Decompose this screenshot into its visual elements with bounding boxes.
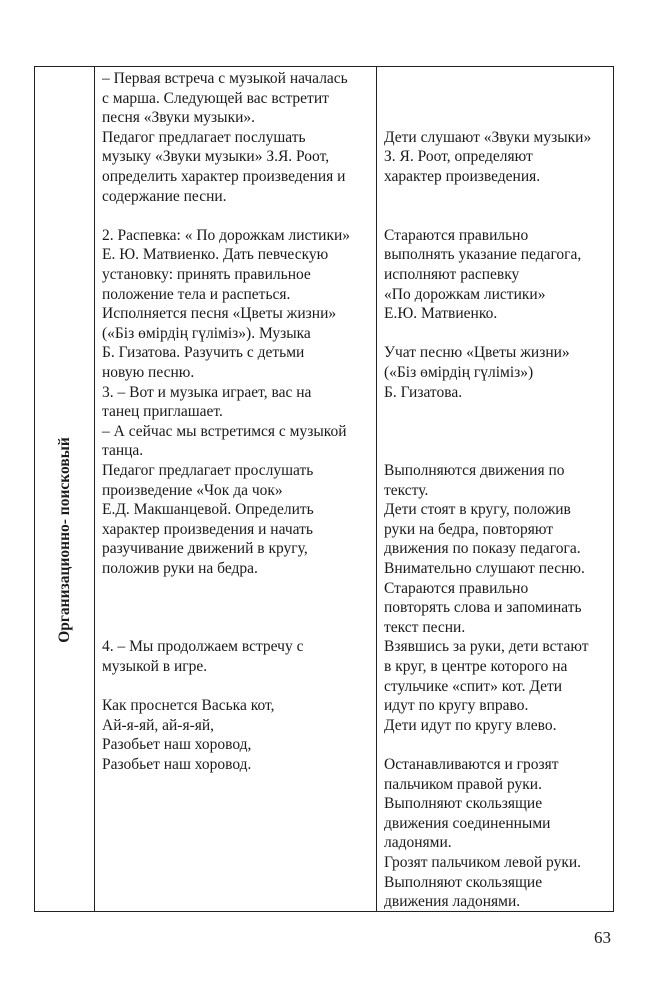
children-text-line: текст песни. (384, 618, 466, 636)
teacher-text-line: Педагог предлагает послушать (102, 128, 306, 146)
teacher-text-line: музыкой в игре. (102, 658, 208, 675)
children-text-line: Грозят пальчиком левой руки. (384, 854, 582, 871)
children-text-line: Дети идут по кругу влево. (384, 716, 557, 734)
teacher-text-line: Е.Д. Макшанцевой. Определить (102, 501, 314, 519)
teacher-text-line: («Біз өмірдің гүліміз»). Музыка (102, 324, 311, 342)
teacher-text-line: характер произведения и начать (102, 520, 313, 538)
children-text-line: идут по кругу вправо. (384, 697, 529, 715)
teacher-text-line: с марша. Следующей вас встретит (102, 89, 329, 107)
children-text-line: исполняют распевку (384, 266, 520, 283)
teacher-text-line: 2. Распевка: « По дорожкам листики» (102, 226, 351, 244)
teacher-text-line: определить характер произведения и (102, 168, 346, 185)
column-divider (94, 67, 95, 911)
children-text-line: Дети стоят в кругу, положив (384, 501, 571, 519)
children-text-line: стульчике «спит» кот. Дети (384, 677, 563, 695)
teacher-text-line: Е. Ю. Матвиенко. Дать певческую (102, 246, 329, 264)
children-text-line: З. Я. Роот, определяют (384, 148, 533, 166)
teacher-text-line: разучивание движений в кругу, (102, 540, 308, 558)
teacher-text-line: Исполняется песня «Цветы жизни» (102, 305, 337, 323)
teacher-text-line: музыку «Звуки музыки» З.Я. Роот, (102, 148, 330, 166)
children-text-line: Взявшись за руки, дети встают (384, 638, 589, 656)
children-text-line: выполнять указание педагога, (384, 246, 582, 264)
teacher-text-line: Ай-я-яй, ай-я-яй, (102, 716, 215, 734)
teacher-text-line: Разобьет наш хоровод, (102, 736, 252, 754)
children-text-line: Внимательно слушают песню. (384, 560, 585, 577)
children-text-line: повторять слова и запоминать (384, 599, 582, 617)
children-text-line: движения соединенными (384, 814, 551, 832)
teacher-text-line: 3. – Вот и музыка играет, вас на (102, 383, 312, 401)
children-text-line: ладонями. (384, 834, 452, 852)
page-number: 63 (594, 928, 611, 947)
children-text-line: Б. Гизатова. (384, 383, 463, 401)
children-text-line: в круг, в центре которого на (384, 658, 568, 675)
children-text-line: руки на бедра, повторяют (384, 520, 553, 538)
teacher-text-line: установку: принять правильное (102, 266, 311, 283)
children-text-line: движения по показу педагога. (384, 540, 581, 558)
children-text-line: Останавливаются и грозят (384, 756, 559, 773)
teacher-text-line: – А сейчас мы встретимся с музыкой (102, 422, 347, 440)
children-text-line: Выполняются движения по (384, 462, 565, 479)
teacher-text-line: 4. – Мы продолжаем встречу с (102, 638, 304, 656)
children-text-line: Стараются правильно (384, 579, 529, 597)
teacher-text-line: Педагог предлагает прослушать (102, 462, 314, 479)
children-text-line: Выполняют скользящие (384, 873, 543, 891)
children-text-line: тексту. (384, 481, 429, 499)
teacher-text-line: положив руки на бедра. (102, 560, 258, 577)
lesson-table (34, 66, 614, 912)
children-text-line: пальчиком правой руки. (384, 775, 542, 793)
teacher-text-line: – Первая встреча с музыкой началась (102, 70, 348, 87)
teacher-text-line: Б. Гизатова. Разучить с детьми (102, 344, 305, 362)
teacher-text-line: положение тела и распеться. (102, 285, 291, 303)
children-text-line: Дети слушают «Звуки музыки» (384, 128, 592, 146)
teacher-text-line: танца. (102, 442, 144, 460)
teacher-text-line: танец приглашает. (102, 403, 223, 421)
children-text-line: характер произведения. (384, 168, 541, 185)
teacher-text-line: Разобьет наш хоровод. (102, 756, 252, 773)
children-text-line: Выполняют скользящие (384, 795, 543, 813)
teacher-text-line: Как проснется Васька кот, (102, 697, 275, 715)
teacher-text-line: содержание песни. (102, 187, 227, 205)
children-text-line: («Біз өмірдің гүліміз») (384, 364, 534, 381)
teacher-text-line: песня «Звуки музыки». (102, 109, 256, 127)
children-text-line: «По дорожкам листики» (384, 285, 546, 303)
stage-label: Организационно- поисковый (56, 437, 73, 643)
teacher-text-line: новую песню. (102, 364, 195, 381)
children-text-line: Е.Ю. Матвиенко. (384, 305, 498, 323)
children-text-line: Стараются правильно (384, 226, 529, 244)
column-divider (376, 67, 377, 911)
children-text-line: Учат песню «Цветы жизни» (384, 344, 570, 362)
stage-cell (35, 67, 94, 911)
children-text-line: движения ладонями. (384, 893, 521, 911)
teacher-text-line: произведение «Чок да чок» (102, 481, 283, 499)
